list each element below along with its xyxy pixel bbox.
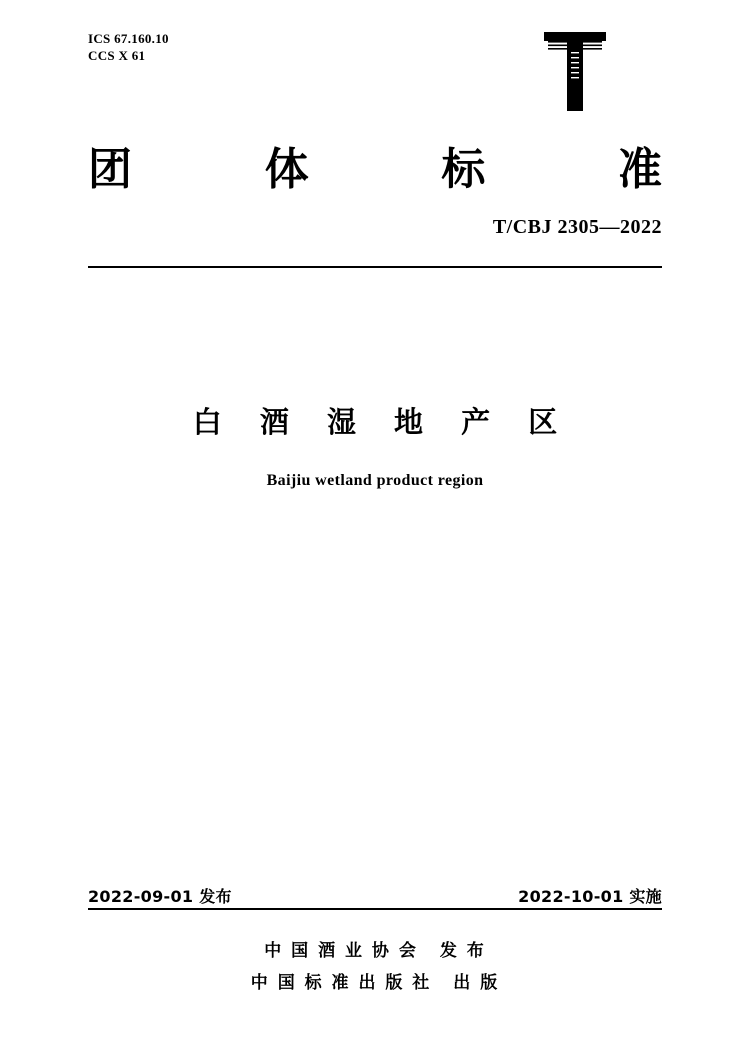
publisher-line-press xyxy=(0,968,750,993)
footer-divider xyxy=(88,908,662,910)
document-title-en: Baijiu wetland product region xyxy=(266,472,484,489)
press-org: 中 国 标 准 出 版 社 xyxy=(250,973,432,993)
implement-date: 2022-10-01 实施 xyxy=(518,887,662,906)
press-action: 出 版 xyxy=(453,973,500,993)
t-logo-icon xyxy=(540,28,610,118)
title-char-2: 体 xyxy=(264,144,309,195)
title-char-4: 准 xyxy=(617,144,662,195)
title-char-1: 团 xyxy=(88,144,132,195)
issuer-action: 发 布 xyxy=(439,941,486,961)
title-char-3: 标 xyxy=(441,144,486,195)
standard-classification-meta xyxy=(88,30,169,64)
page-title xyxy=(88,140,662,200)
publisher-line-issuer xyxy=(0,936,750,961)
issuer-org: 中 国 酒 业 协 会 xyxy=(264,941,418,961)
issue-date: 2022-09-01 发布 xyxy=(88,887,232,906)
date-row xyxy=(88,884,662,907)
document-title-cn: 白 酒 湿 地 产 区 xyxy=(192,405,572,439)
header-divider xyxy=(88,266,662,268)
ccs-code: CCS X 61 xyxy=(88,48,146,63)
ics-code: ICS 67.160.10 xyxy=(88,31,169,46)
standard-number: T/CBJ 2305—2022 xyxy=(492,216,662,238)
